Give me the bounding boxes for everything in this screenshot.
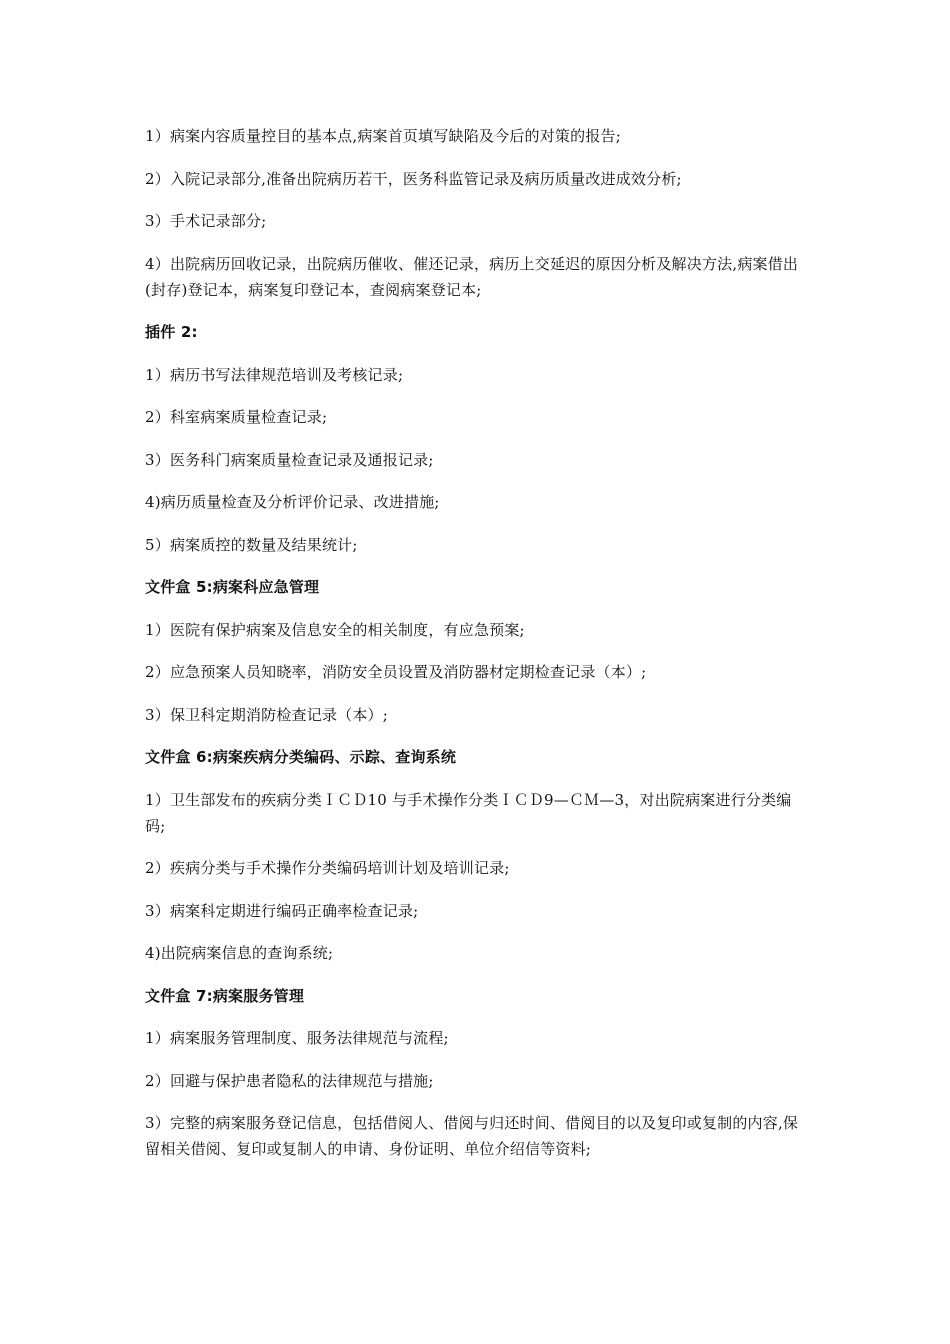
paragraph-14: 3）保卫科定期消防检查记录（本）; [145,705,388,724]
paragraph-16: 1）卫生部发布的疾病分类ＩＣＤ10 与手术操作分类ＩＣＤ9—ＣＭ—3，对出院病案进行分类编码; [145,790,792,835]
paragraph-1: 1）病案内容质量控目的基本点,病案首页填写缺陷及今后的对策的报告; [145,127,621,145]
paragraph-19: 4)出院病案信息的查询系统; [145,944,334,962]
paragraph-17: 2）疾病分类与手术操作分类编码培训计划及培训记录; [145,859,510,877]
paragraph-9: 4)病历质量检查及分析评价记录、改进措施; [145,493,440,511]
section-heading-box-6: 文件盒 6:病案疾病分类编码、示踪、查询系统 [145,748,457,766]
document-body [145,123,810,1179]
paragraph-21: 1）病案服务管理制度、服务法律规范与流程; [145,1029,449,1047]
section-heading-box-7: 文件盒 7:病案服务管理 [145,986,305,1005]
paragraph-13: 2）应急预案人员知晓率，消防安全员设置及消防器材定期检查记录（本）; [145,663,647,681]
paragraph-12: 1）医院有保护病案及信息安全的相关制度，有应急预案; [145,620,525,639]
paragraph-22: 2）回避与保护患者隐私的法律规范与措施; [145,1071,434,1090]
paragraph-23: 3）完整的病案服务登记信息，包括借阅人、借阅与归还时间、借阅目的以及复印或复制的内容,保留相关借阅、复印或复制人的申请、身份证明、单位介绍信等资料; [145,1114,799,1158]
paragraph-2: 2）入院记录部分,准备出院病历若干，医务科监管记录及病历质量改进成效分析; [145,169,682,188]
paragraph-4: 4）出院病历回收记录，出院病历催收、催还记录，病历上交延迟的原因分析及解决方法,病案借出(封存)登记本，病案复印登记本，查阅病案登记本; [145,254,799,299]
paragraph-10: 5）病案质控的数量及结果统计; [145,535,358,554]
section-heading-box-5: 文件盒 5:病案科应急管理 [145,578,320,596]
paragraph-3: 3）手术记录部分; [145,212,267,230]
paragraph-6: 1）病历书写法律规范培训及考核记录; [145,365,404,384]
paragraph-8: 3）医务科门病案质量检查记录及通报记录; [145,450,434,469]
paragraph-7: 2）科室病案质量检查记录; [145,408,328,426]
paragraph-18: 3）病案科定期进行编码正确率检查记录; [145,901,419,920]
section-heading-insert-2: 插件 2: [145,323,198,341]
